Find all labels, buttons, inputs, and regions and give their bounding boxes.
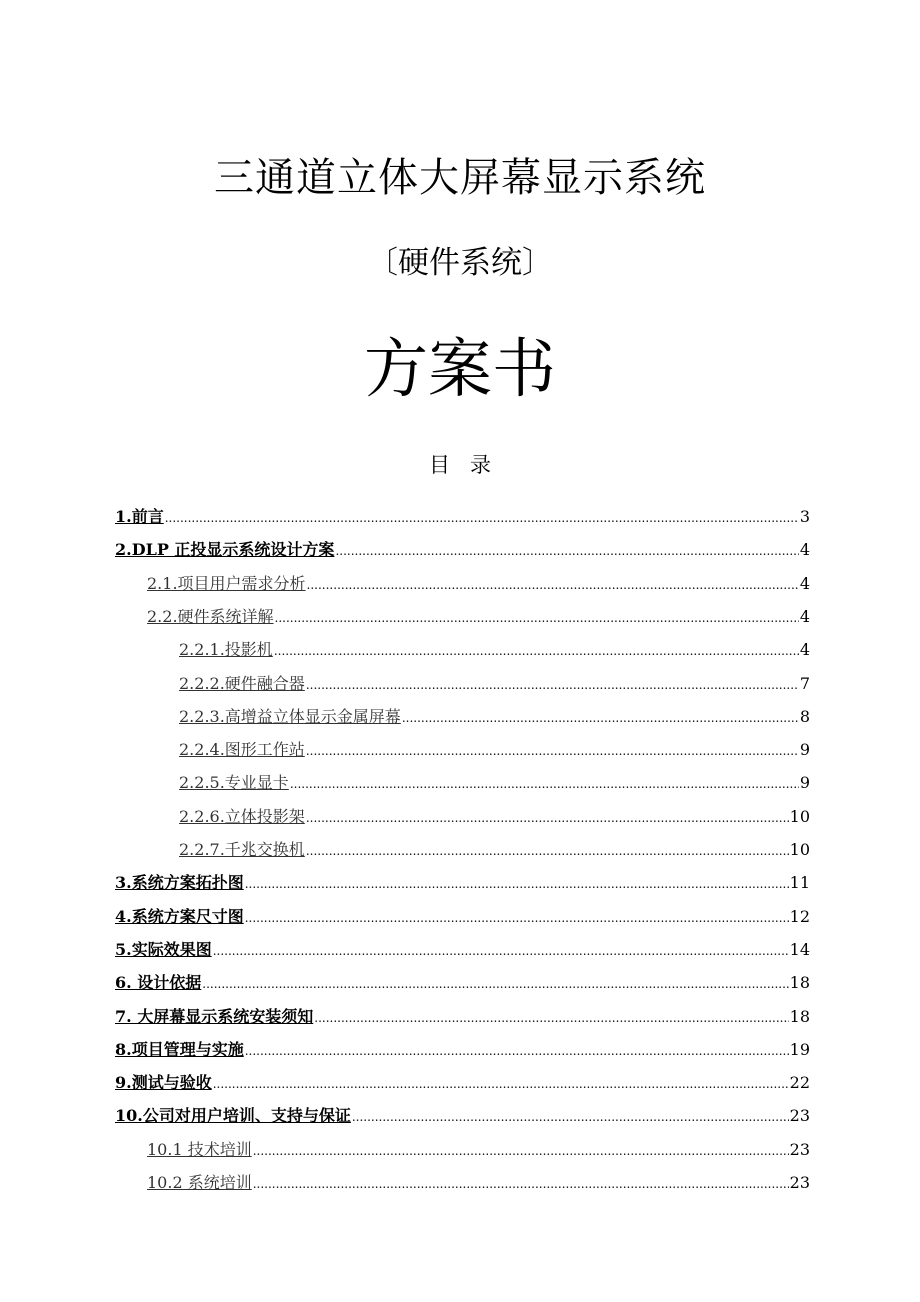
toc-entry-label[interactable]: 2.2.3.高增益立体显示金属屏幕 [179,706,401,726]
toc-page-number: 12 [789,906,810,926]
toc-dot-leader [253,1175,789,1193]
toc-entry[interactable] [115,494,810,527]
toc-entry-label[interactable]: 4.系统方案尺寸图 [115,906,244,926]
toc-entry-label[interactable]: 10.公司对用户培训、支持与保证 [115,1106,351,1126]
toc-heading: 目录 [429,453,511,477]
toc-entry[interactable] [115,927,810,960]
toc-dot-leader [245,1042,789,1060]
toc-dot-leader [253,1142,789,1160]
toc-entry[interactable] [179,727,810,760]
toc-entry[interactable] [179,694,810,727]
toc-dot-leader [245,909,789,927]
toc-dot-leader [306,742,799,760]
toc-dot-leader [213,942,789,960]
toc-page-number: 3 [799,507,810,526]
toc-entry-label[interactable]: 2.2.2.硬件融合器 [179,673,305,693]
document-title: 三通道立体大屏幕显示系统 [214,155,706,201]
toc-page-number: 23 [789,1106,810,1126]
toc-entry-label[interactable]: 9.测试与验收 [115,1073,212,1093]
toc-entry-label[interactable]: 2.1.项目用户需求分析 [147,573,306,593]
toc-entry-label[interactable]: 2.2.1.投影机 [179,640,273,660]
toc-page-number: 4 [799,606,810,626]
toc-entry[interactable] [115,994,810,1027]
toc-entry-label[interactable]: 3.系统方案拓扑图 [115,873,244,893]
toc-page-number: 23 [789,1139,810,1159]
toc-dot-leader [314,1009,788,1027]
toc-dot-leader [213,1075,789,1093]
toc-entry[interactable] [179,827,810,860]
toc-page-number: 11 [789,873,810,893]
toc-page-number: 4 [799,540,810,560]
toc-entry-label[interactable]: 2.2.硬件系统详解 [147,606,274,626]
toc-dot-leader [335,542,798,560]
toc-dot-leader [306,842,789,860]
toc-page-number: 8 [799,706,810,726]
toc-page-number: 18 [789,1006,810,1026]
toc-entry[interactable] [179,794,810,827]
toc-entry-label[interactable]: 5.实际效果图 [115,939,212,959]
toc-entry-label[interactable]: 2.2.5.专业显卡 [179,773,289,793]
toc-dot-leader [306,809,789,827]
toc-entry-label[interactable]: 10.1 技术培训 [147,1139,252,1159]
toc-dot-leader [274,642,799,660]
toc-page-number: 10 [789,806,810,826]
toc-entry-label[interactable]: 2.2.7.千兆交换机 [179,840,305,859]
toc-dot-leader [307,576,799,594]
toc-entry[interactable] [115,527,810,560]
toc-page-number: 23 [789,1173,810,1192]
toc-entry[interactable] [115,860,810,893]
toc-page-number: 9 [799,740,810,760]
toc-dot-leader [165,509,799,527]
toc-entry-label[interactable]: 2.2.4.图形工作站 [179,740,305,760]
toc-entry-label[interactable]: 2.2.6.立体投影架 [179,806,305,826]
toc-dot-leader [245,875,789,893]
toc-page-number: 18 [789,973,810,993]
toc-entry[interactable] [115,894,810,927]
toc-entry[interactable] [115,1060,810,1093]
toc-dot-leader [402,709,799,727]
toc-entry[interactable] [179,627,810,660]
toc-entry[interactable] [147,594,810,627]
toc-page-number: 9 [799,773,810,793]
toc-entry[interactable] [115,1093,810,1126]
toc-entry[interactable] [115,1027,810,1060]
toc-page-number: 4 [799,573,810,593]
toc-entry-label[interactable]: 10.2 系统培训 [147,1173,252,1192]
toc-entry-label[interactable]: 6. 设计依据 [115,973,202,993]
toc-page-number: 14 [789,939,810,959]
toc-entry[interactable] [147,1127,810,1160]
toc-dot-leader [352,1108,789,1126]
toc-entry[interactable] [147,561,810,594]
toc-entry-label[interactable]: 2.DLP 正投显示系统设计方案 [115,540,335,560]
toc-entry[interactable] [147,1160,810,1193]
toc-entry-label[interactable]: 7. 大屏幕显示系统安装须知 [115,1006,314,1026]
toc-dot-leader [202,975,788,993]
toc-entry[interactable] [179,760,810,793]
toc-entry-label[interactable]: 1.前言 [115,507,164,526]
document-subtitle: 〔硬件系统〕 [367,245,553,281]
toc-entry[interactable] [179,661,810,694]
toc-page-number: 22 [789,1073,810,1093]
toc-entry[interactable] [115,960,810,993]
toc-dot-leader [306,676,799,694]
document-main-title: 方案书 [364,333,556,407]
toc-page-number: 10 [789,840,810,859]
toc-page-number: 7 [799,673,810,693]
toc-dot-leader [290,775,799,793]
toc-page-number: 4 [799,640,810,660]
toc-page-number: 19 [789,1039,810,1059]
toc-dot-leader [275,609,799,627]
toc-entry-label[interactable]: 8.项目管理与实施 [115,1039,244,1059]
